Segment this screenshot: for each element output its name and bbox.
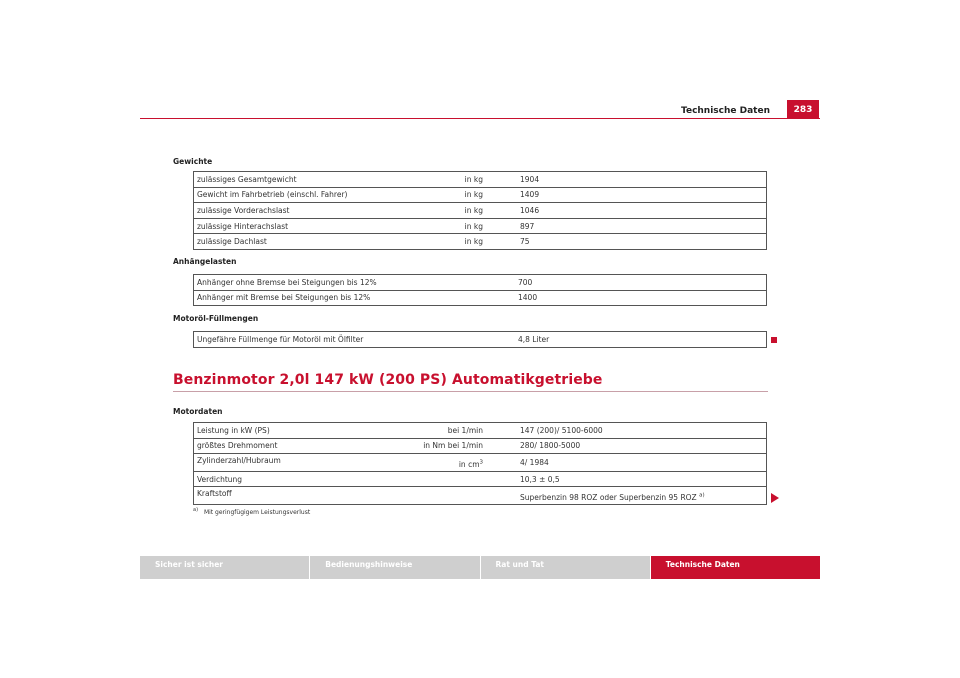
table-row: [194, 218, 767, 234]
row-value: 280/ 1800-5000: [488, 438, 767, 454]
row-value: [488, 487, 767, 505]
row-unit: [400, 471, 488, 487]
table-row: [194, 438, 767, 454]
footnote: [193, 509, 310, 516]
table-row: [194, 471, 767, 487]
row-label: zulässige Hinterachslast: [194, 218, 401, 234]
row-label: zulässiges Gesamtgewicht: [194, 172, 401, 188]
row-value: 4/ 1984: [488, 454, 767, 472]
table-row: [194, 487, 767, 505]
row-label: Leistung in kW (PS): [194, 423, 401, 439]
row-unit: in Nm bei 1/min: [400, 438, 488, 454]
value-text: Superbenzin 98 ROZ oder Superbenzin 95 ROZ: [520, 492, 697, 502]
row-label: zulässige Vorderachslast: [194, 203, 401, 219]
footnote-marker: a): [193, 507, 199, 513]
footer-tab-rat[interactable]: Rat und Tat: [481, 556, 650, 579]
row-label: Anhänger ohne Bremse bei Steigungen bis 12%: [194, 275, 487, 291]
table-anhaengelasten: [193, 274, 767, 306]
row-label: Ungefähre Füllmenge für Motoröl mit Ölfilter: [197, 334, 364, 344]
row-label: größtes Drehmoment: [194, 438, 401, 454]
row-value: 1046: [488, 203, 767, 219]
table-row: [194, 172, 767, 188]
unit-text: in cm: [458, 459, 480, 469]
table-row: [194, 187, 767, 203]
footnote-ref: a): [699, 492, 705, 499]
row-value: 1400: [518, 293, 538, 303]
row-unit: bei 1/min: [400, 423, 488, 439]
footer-nav: [140, 556, 820, 579]
footnote-text: Mit geringfügigem Leistungsverlust: [203, 509, 311, 516]
row-value: 897: [488, 218, 767, 234]
row-unit: in kg: [400, 218, 488, 234]
table-row: [194, 234, 767, 250]
header-rule: [140, 118, 820, 119]
table-motordaten: [193, 422, 767, 505]
row-label: zulässige Dachlast: [197, 237, 267, 247]
unit-superscript: 3: [479, 459, 483, 466]
page-number: 283: [787, 100, 819, 118]
row-unit: in kg: [400, 187, 488, 203]
row-label: Gewicht im Fahrbetrieb (einschl. Fahrer): [194, 187, 401, 203]
row-label: Verdichtung: [194, 471, 401, 487]
section-label-anhaengelasten: Anhängelasten: [173, 257, 237, 266]
row-value: 1409: [488, 187, 767, 203]
row-unit: [400, 487, 488, 505]
table-row: [194, 203, 767, 219]
table-row: [194, 423, 767, 439]
table-gewichte: [193, 171, 767, 250]
table-motoroel: [193, 331, 767, 348]
row-value: 1904: [488, 172, 767, 188]
section-label-motoroel: Motoröl-Füllmengen: [173, 314, 259, 323]
section-title: Benzinmotor 2,0l 147 kW (200 PS) Automatikgetriebe: [173, 372, 603, 388]
next-page-arrow-icon[interactable]: [771, 493, 779, 503]
row-label: Anhänger mit Bremse bei Steigungen bis 12%: [197, 293, 371, 303]
row-unit: in kg: [400, 172, 488, 188]
row-label: Zylinderzahl/Hubraum: [194, 454, 401, 472]
row-value: 75: [520, 237, 530, 247]
row-unit: in kg: [400, 203, 488, 219]
row-value: 4,8 Liter: [518, 334, 550, 344]
section-title-rule: [173, 391, 768, 392]
footer-tab-technische-daten[interactable]: Technische Daten: [651, 556, 820, 579]
footer-tab-sicher[interactable]: Sicher ist sicher: [140, 556, 309, 579]
table-row: [194, 290, 767, 306]
section-label-motordaten: Motordaten: [173, 407, 223, 416]
row-value: 147 (200)/ 5100-6000: [488, 423, 767, 439]
section-label-gewichte: Gewichte: [173, 157, 213, 166]
page-header-title: Technische Daten: [681, 106, 770, 116]
row-unit: [400, 454, 488, 472]
row-label: Kraftstoff: [197, 489, 232, 499]
row-value: 700: [486, 275, 767, 291]
table-row: [194, 275, 767, 291]
table-row: [194, 454, 767, 472]
row-value: 10,3 ± 0,5: [488, 471, 767, 487]
footer-tab-bedienung[interactable]: Bedienungshinweise: [310, 556, 479, 579]
row-unit: in kg: [464, 237, 483, 247]
section-end-marker: [771, 337, 777, 343]
table-row: [194, 332, 767, 348]
